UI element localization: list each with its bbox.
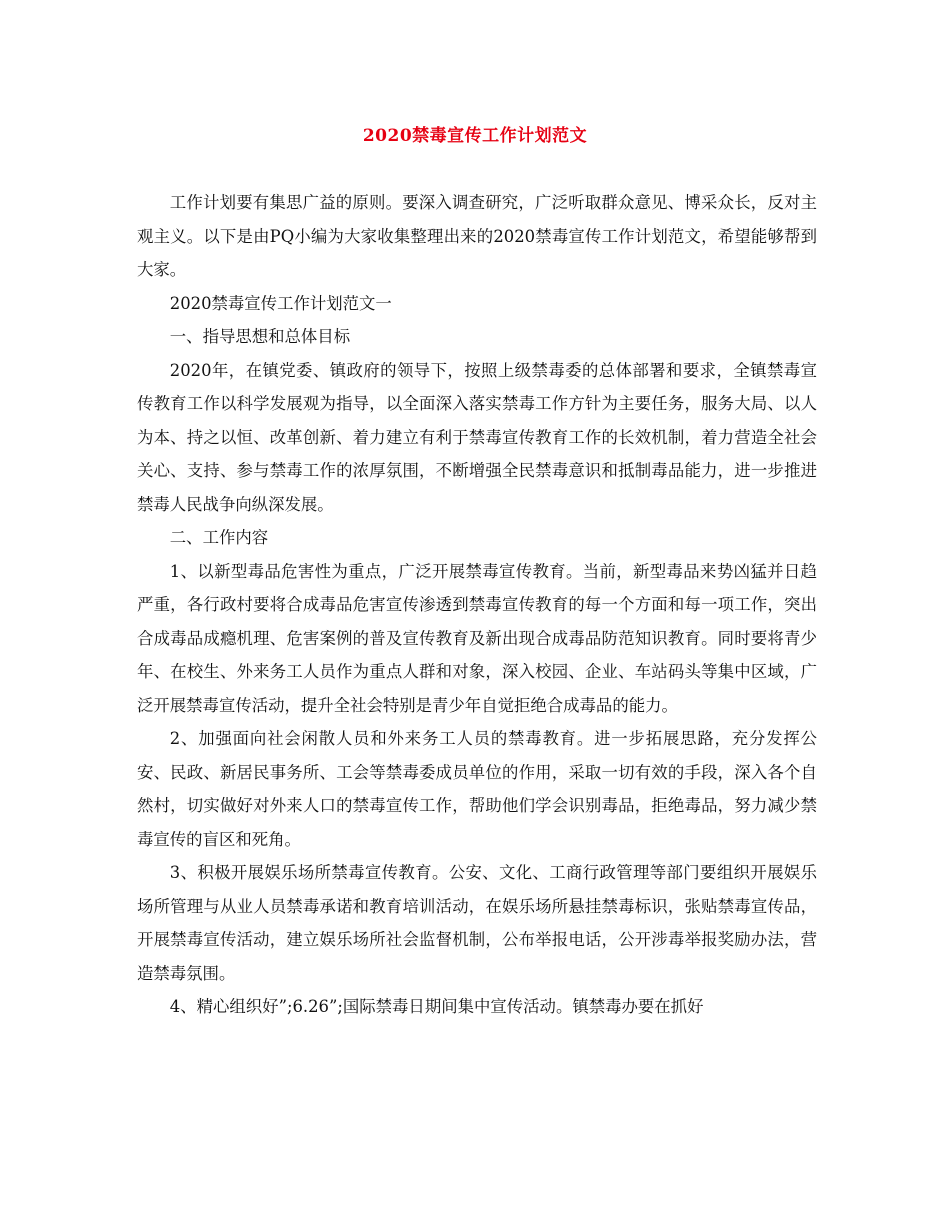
paragraph-item-1: 1、以新型毒品危害性为重点，广泛开展禁毒宣传教育。当前，新型毒品来势凶猛并日趋严重，各行政村要将合成毒品危害宣传渗透到禁毒宣传教育的每一个方面和每一项工作，突出合成毒品成瘾机理、危害案例的普及宣传教育及新出现合成毒品防范知识教育。同时要将青少年、在校生、外来务工人员作为重点人群和对象，深入校园、企业、车站码头等集中区域，广泛开展禁毒宣传活动，提升全社会特别是青少年自觉拒绝合成毒品的能力。	[137, 561, 817, 715]
paragraph-item-3: 3、积极开展娱乐场所禁毒宣传教育。公安、文化、工商行政管理等部门要组织开展娱乐场所管理与从业人员禁毒承诺和教育培训活动，在娱乐场所悬挂禁毒标识，张贴禁毒宣传品，开展禁毒宣传活动，建立娱乐场所社会监督机制，公布举报电话，公开涉毒举报奖励办法，营造禁毒氛围。	[137, 863, 817, 983]
paragraph-intro: 工作计划要有集思广益的原则。要深入调查研究，广泛听取群众意见、博采众长，反对主观主义。以下是由PQ小编为大家收集整理出来的2020禁毒宣传工作计划范文，希望能够帮到大家。	[137, 193, 817, 279]
paragraph-section-title: 2020禁毒宣传工作计划范文一	[169, 293, 392, 313]
document-title: 2020禁毒宣传工作计划范文	[362, 126, 588, 146]
paragraph-goals: 2020年，在镇党委、镇政府的领导下，按照上级禁毒委的总体部署和要求，全镇禁毒宣传教育工作以科学发展观为指导，以全面深入落实禁毒工作方针为主要任务，服务大局、以人为本、持之以恒、改革创新、着力建立有利于禁毒宣传教育工作的长效机制，着力营造全社会关心、支持、参与禁毒工作的浓厚氛围，不断增强全民禁毒意识和抵制毒品能力，进一步推进禁毒人民战争向纵深发展。	[137, 360, 817, 514]
document-body	[137, 186, 817, 1024]
paragraph-heading-1: 一、指导思想和总体目标	[169, 327, 351, 346]
paragraph-heading-2: 二、工作内容	[169, 528, 269, 547]
paragraph-item-2: 2、加强面向社会闲散人员和外来务工人员的禁毒教育。进一步拓展思路，充分发挥公安、民政、新居民事务所、工会等禁毒委成员单位的作用，采取一切有效的手段，深入各个自然村，切实做好对外来人口的禁毒宣传工作，帮助他们学会识别毒品，拒绝毒品，努力减少禁毒宣传的盲区和死角。	[137, 729, 817, 849]
paragraph-item-4: 4、精心组织好”;6.26”;国际禁毒日期间集中宣传活动。镇禁毒办要在抓好	[169, 997, 704, 1016]
